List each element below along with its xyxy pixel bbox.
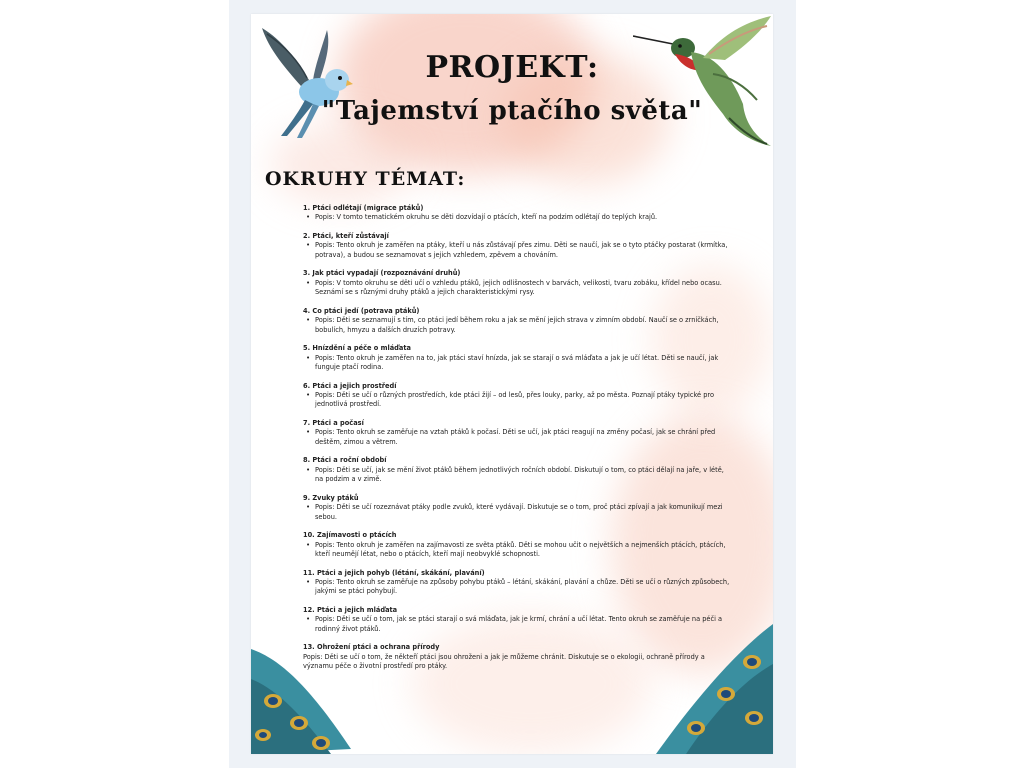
topic-description: • Popis: Tento okruh se zaměřuje na vztah ptáků k počasí. Děti se učí, jak ptáci reagují na změny počasí, jak se chrání před deštěm, zimou a větrem. <box>303 428 733 447</box>
topic-description: • Popis: Děti se učí rozeznávat ptáky podle zvuků, které vydávají. Diskutuje se o tom, proč ptáci zpívají a jak komunikují mezi sebou. <box>303 503 733 522</box>
topic-title: 2. Ptáci, kteří zůstávají <box>303 232 389 240</box>
topic-description: • Popis: Děti se seznamují s tím, co ptáci jedí během roku a jak se mění jejich strava v zimním období. Naučí se o zrníčkách, bobulích, hmyzu a dalších druzích potravy. <box>303 316 733 335</box>
document-page <box>251 14 773 754</box>
topic-title: 11. Ptáci a jejich pohyb (létání, skákání, plavání) <box>303 568 485 577</box>
topic-title: 10. Zajímavosti o ptácích <box>303 531 397 540</box>
topic-title: 4. Co ptáci jedí (potrava ptáků) <box>303 306 420 315</box>
topic-description: • Popis: Tento okruh je zaměřen na to, jak ptáci staví hnízda, jak se starají o svá mláďata a jak je učí létat. Děti se naučí, jak funguje ptačí rodina. <box>303 354 733 373</box>
topic-description: • Popis: V tomto okruhu se děti učí o vzhledu ptáků, jejich odlišnostech v barvách, velikosti, tvaru zobáku, křídel nebo ocasu. Seznámí se s různými druhy ptáků a jejich charakteristickými rysy. <box>303 279 733 298</box>
page-subtitle: "Tajemství ptačího světa" <box>321 96 703 126</box>
topic-description: • Popis: Tento okruh je zaměřen na zajímavosti ze světa ptáků. Děti se mohou učit o největších a nejmenších ptácích, ptácích, kteří neumějí létat, nebo o ptácích, kteří mají neobvyklé schopnosti. <box>303 541 733 560</box>
topic-title: 8. Ptáci a roční období <box>303 456 387 465</box>
topic-description: • Popis: Tento okruh se zaměřuje na způsoby pohybu ptáků – létání, skákání, plavání a chůze. Děti se učí o různých způsobech, jakými se ptáci pohybují. <box>303 578 733 597</box>
topic-title: 7. Ptáci a počasí <box>303 419 364 428</box>
list-item <box>303 606 733 634</box>
topic-title: 6. Ptáci a jejich prostředí <box>303 381 397 390</box>
topic-description: • Popis: Děti se učí o tom, jak se ptáci starají o svá mláďata, jak je krmí, chrání a učí létat. Tento okruh se zaměřuje na péči a rodinný život ptáků. <box>303 615 733 634</box>
list-item <box>303 204 733 223</box>
list-item <box>303 307 733 335</box>
topic-title: 5. Hnízdění a péče o mláďata <box>303 344 411 353</box>
topic-title: 13. Ohrožení ptáci a ochrana přírody <box>303 643 440 652</box>
topic-description: • Popis: Děti se učí o různých prostředích, kde ptáci žijí – od lesů, přes louky, parky, až po města. Poznají ptáky typické pro jednotlivá prostředí. <box>303 391 733 410</box>
topic-description: Popis: Děti se učí o tom, že někteří ptáci jsou ohroženi a jak je můžeme chránit. Diskutuje se o ekologii, ochraně přírody a významu péče o životní prostředí pro ptáky. <box>303 652 705 671</box>
list-item <box>303 269 733 297</box>
topic-description: • Popis: Tento okruh je zaměřen na ptáky, kteří u nás zůstávají přes zimu. Děti se naučí, jak se o tyto ptáčky postarat (krmítka, potrava), a budou se seznamovat s jejich vzhledem, zpěvem a chováním. <box>303 241 733 260</box>
list-item <box>303 456 733 484</box>
topic-description: • Popis: Děti se učí, jak se mění život ptáků během jednotlivých ročních období. Diskutují o tom, co ptáci dělají na jaře, v létě, na podzim a v zimě. <box>303 466 733 485</box>
topic-title: 1. Ptáci odlétají (migrace ptáků) <box>303 204 424 212</box>
list-item <box>303 643 733 671</box>
list-item <box>303 382 733 410</box>
topic-description: • Popis: V tomto tematickém okruhu se děti dozvídají o ptácích, kteří na podzim odlétají do teplých krajů. <box>303 213 733 222</box>
list-item <box>303 419 733 447</box>
list-item <box>303 494 733 522</box>
list-item <box>303 344 733 372</box>
list-item <box>303 232 733 260</box>
section-heading: OKRUHY TÉMAT: <box>265 168 466 190</box>
list-item <box>303 531 733 559</box>
topic-title: 12. Ptáci a jejich mláďata <box>303 606 398 615</box>
list-item <box>303 569 733 597</box>
page-title: PROJEKT: <box>425 50 599 85</box>
topic-list <box>303 204 733 681</box>
topic-title: 9. Zvuky ptáků <box>303 493 359 502</box>
topic-title: 3. Jak ptáci vypadají (rozpoznávání druhů) <box>303 269 461 278</box>
